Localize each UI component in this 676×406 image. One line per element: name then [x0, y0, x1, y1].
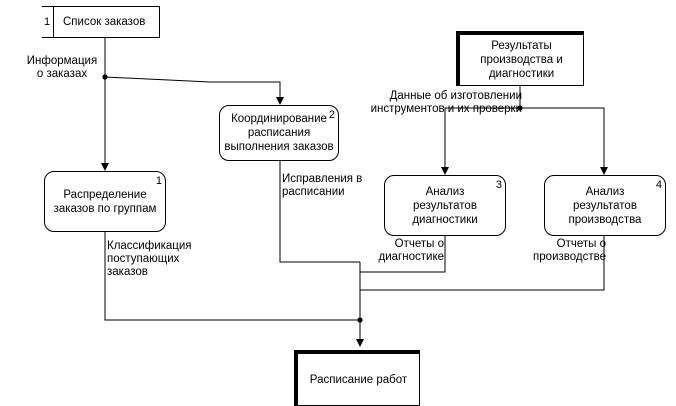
flow-label-diag-reports: Отчеты о диагностике — [378, 238, 444, 263]
store-label: Расписание работ — [309, 373, 408, 386]
store-label: Список заказов — [63, 16, 146, 28]
store-number: 1 — [44, 16, 51, 28]
flow-label-order-info: Информация о заказах — [26, 55, 98, 80]
flow-label-manufacture-data: Данные об изготовлении инструментов и их проверки — [370, 90, 522, 115]
process-production-analysis[interactable] — [544, 175, 666, 236]
flow-label-classification: Классификация поступающих заказов — [107, 240, 192, 278]
process-diagnostics-analysis[interactable] — [384, 175, 506, 236]
flow-to-diag — [445, 108, 520, 174]
junction-dot-schedule — [357, 317, 362, 322]
flow-label-prod-reports: Отчеты о производстве — [533, 238, 606, 263]
flow-to-prod — [520, 108, 604, 174]
process-label: Координирование расписания выполнения заказов — [224, 113, 334, 153]
store-production-results[interactable] — [456, 31, 584, 86]
process-label: Анализ результатов диагностики — [412, 185, 478, 226]
store-work-schedule[interactable] — [294, 350, 420, 406]
process-number: 4 — [655, 179, 662, 191]
store-label: Результаты производства и диагностики — [480, 40, 563, 80]
store-orders-list[interactable] — [42, 6, 160, 38]
process-label: Анализ результатов производства — [568, 185, 642, 226]
process-order-distribution[interactable] — [44, 171, 166, 232]
process-number: 1 — [155, 175, 162, 187]
junction-dot-orders — [102, 74, 107, 79]
flow-label-corrections: Исправления в расписании — [282, 173, 363, 198]
process-number: 2 — [328, 109, 335, 121]
process-number: 3 — [495, 179, 502, 191]
process-schedule-coordination[interactable] — [219, 105, 339, 161]
store-separator — [53, 7, 54, 38]
process-label: Распределение заказов по группам — [53, 188, 157, 215]
flow-to-coordination — [105, 77, 280, 104]
